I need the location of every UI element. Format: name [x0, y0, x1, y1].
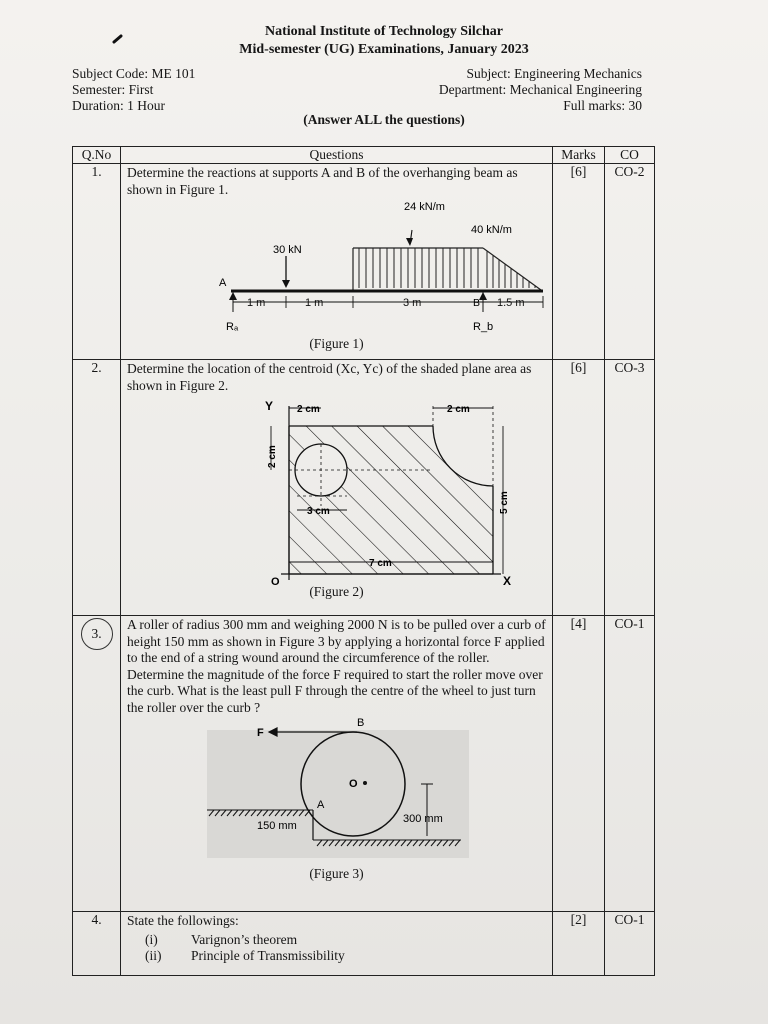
figure-1-caption: (Figure 1) [309, 336, 364, 351]
question-text-3: A roller of radius 300 mm and weighing 2000 N is to be pulled over a curb of height 150 mm as shown in Figure 3 by applying a horizontal force F applied to the end of a string wound around the circumference of the roller. Determine the magnitude of the force F required to start the roller move over the curb. What is the least pull F through the centre of the wheel to just turn the roller over the curb ? [127, 617, 546, 715]
col-questions: Questions [121, 147, 553, 164]
question-text-1: Determine the reactions at supports A and B of the overhanging beam as shown in Figure 1. [127, 165, 518, 197]
figure-3-background [207, 730, 469, 858]
marks-3: [4] [553, 616, 605, 912]
support-b [479, 291, 487, 312]
instruction: (Answer ALL the questions) [303, 112, 465, 127]
qno-2: 2. [73, 360, 121, 616]
qno-3 [73, 616, 121, 912]
question-row-3 [73, 616, 655, 912]
col-co: CO [605, 147, 655, 164]
col-marks: Marks [553, 147, 605, 164]
reaction-rb: R_b [473, 321, 494, 333]
roller-centre [363, 781, 367, 785]
marks-2: [6] [553, 360, 605, 616]
duration: Duration: 1 Hour [72, 98, 165, 113]
question-text-2: Determine the location of the centroid (Xc, Yc) of the shaded plane area as shown in Figure 2. [127, 361, 532, 393]
subject-code: Subject Code: ME 101 [72, 66, 196, 81]
x-axis-label: X [503, 574, 512, 588]
o-label: O [349, 778, 358, 790]
b-label: B [357, 717, 365, 729]
reaction-ra: Rₐ [226, 321, 239, 333]
udl-block [353, 248, 483, 290]
question-cell-3 [121, 616, 553, 912]
question-row-4 [73, 912, 655, 976]
dim-1m-b: 1 m [305, 297, 324, 309]
dim-2cm-top-left: 2 cm [297, 404, 320, 415]
co-4: CO-1 [605, 912, 655, 976]
full-marks: Full marks: 30 [563, 98, 642, 113]
label-a: A [219, 277, 227, 289]
dim-3cm: 3 cm [307, 506, 330, 517]
y-axis-label: Y [265, 399, 274, 413]
sub-item-list [121, 932, 552, 964]
qno-4: 4. [73, 912, 121, 976]
dim-7cm: 7 cm [369, 558, 392, 569]
question-cell-2 [121, 360, 553, 616]
circled-qno-3: 3. [81, 618, 113, 650]
radius-label: 300 mm [403, 813, 443, 825]
dim-2cm-top-right: 2 cm [447, 404, 470, 415]
tri-label: 40 kN/m [471, 224, 512, 236]
dim-5cm: 5 cm [499, 491, 510, 514]
dim-3m: 3 m [403, 297, 422, 309]
sub-item: (ii) Principle of Transmissibility [145, 947, 345, 963]
figure-3-roller [121, 716, 551, 866]
dim-2cm-side: 2 cm [267, 445, 278, 468]
a-label: A [317, 799, 325, 811]
figure-1-beam [121, 198, 551, 336]
curb-label: 150 mm [257, 820, 297, 832]
label-b: B [473, 297, 481, 309]
point-load-label: 30 kN [273, 244, 302, 256]
co-2: CO-3 [605, 360, 655, 616]
institute-name: National Institute of Technology Silchar [264, 24, 504, 39]
marks-4: [2] [553, 912, 605, 976]
f-label: F [257, 727, 264, 739]
sub-item: (i) Varignon’s theorem [145, 931, 298, 947]
dim-1-5m: 1.5 m [497, 297, 525, 309]
co-3: CO-1 [605, 616, 655, 912]
marks-1: [6] [553, 164, 605, 360]
question-cell-1 [121, 164, 553, 360]
point-load-arrow [282, 256, 290, 288]
question-row-1 [73, 164, 655, 360]
figure-2-caption: (Figure 2) [309, 584, 364, 599]
col-qno: Q.No [73, 147, 121, 164]
question-row-2 [73, 360, 655, 616]
question-text-4: State the followings: [127, 913, 239, 928]
co-1: CO-2 [605, 164, 655, 360]
qno-1: 1. [73, 164, 121, 360]
triangular-load [483, 248, 541, 290]
origin-label: O [271, 576, 280, 588]
udl-pointer [406, 230, 413, 246]
subject: Subject: Engineering Mechanics [466, 66, 642, 81]
question-cell-4 [121, 912, 553, 976]
figure-2-centroid [121, 394, 551, 588]
figure-3-caption: (Figure 3) [309, 866, 364, 881]
table-header-row [73, 147, 655, 164]
exam-title: Mid-semester (UG) Examinations, January 2023 [239, 42, 529, 57]
question-table [72, 146, 655, 976]
udl-label: 24 kN/m [404, 201, 445, 213]
semester: Semester: First [72, 82, 154, 97]
dim-1m-a: 1 m [247, 297, 266, 309]
support-a [229, 291, 237, 312]
shaded-area [289, 426, 493, 574]
department: Department: Mechanical Engineering [438, 82, 642, 97]
